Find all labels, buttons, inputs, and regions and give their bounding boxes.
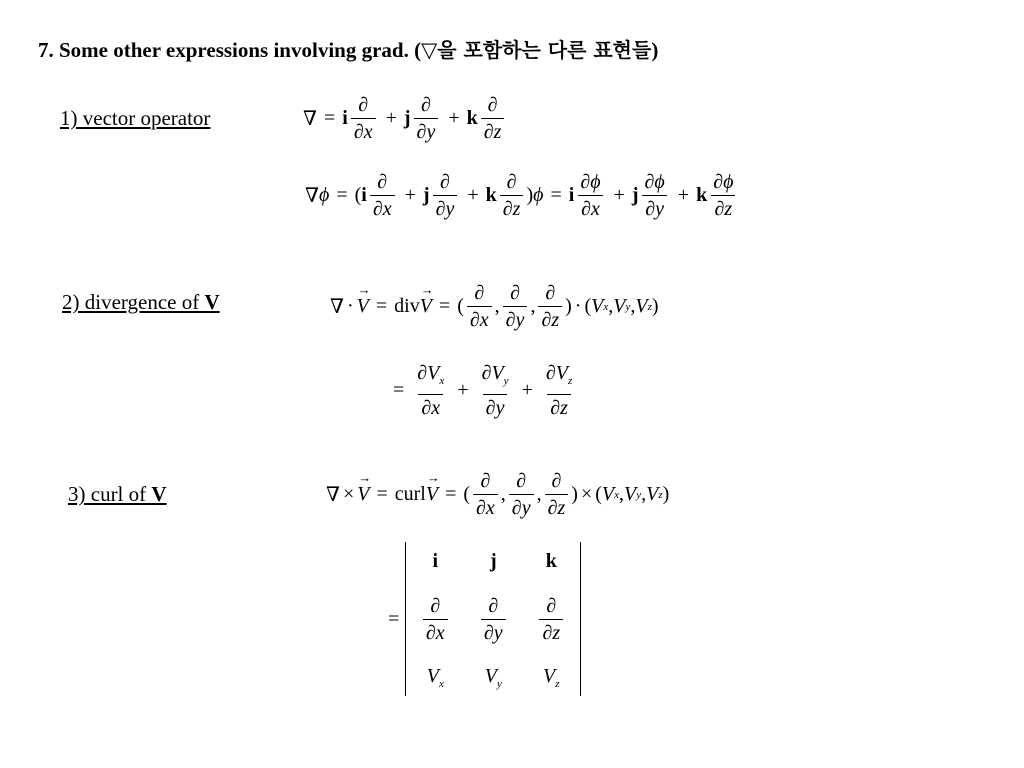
section-label-vector-operator: 1) vector operator (60, 106, 211, 130)
slide-title (38, 34, 658, 63)
nabla-symbol: ∇ (303, 108, 317, 130)
equation-gradient-phi: ∇ ϕ = ( i $\frac{\partial}{\partial x}$ + j $\frac{\partial}{\partial y}$ + k $\frac{\partial}{\partial z}$ ) ϕ = i $\frac{\partial\phi}{\partial x}$ + j $\frac{\partial\phi}{\partial y}$ + k $\frac{\partial\phi}{\partial z}$ (305, 171, 734, 220)
equation-curl-definition: ∇ × → V = curl → V = ( $\frac{\partial}{\partial x}$ , $\frac{\partial}{\partial y}$ , $\frac{\partial}{\partial z}$ ) × ( V x , V y , V z ) (326, 470, 669, 519)
equals-sign: = (323, 107, 336, 129)
unit-vector-i: i (342, 107, 348, 129)
title-nabla-symbol: ▽ (421, 38, 438, 62)
section-label-curl: 3) curl of V (68, 482, 167, 506)
unit-vector-k: k (466, 107, 478, 129)
section-label-divergence: 2) divergence of V (62, 290, 220, 314)
plus-sign: + (385, 107, 397, 129)
equation-divergence-definition: ∇ · → V = div → V = ( $\frac{\partial}{\partial x}$ , $\frac{\partial}{\partial y}$ , $\frac{\partial}{\partial z}$ ) · ( V x , V y , V z ) (330, 282, 659, 331)
title-text: 7. Some other expressions involving grad. ( (38, 38, 422, 62)
equation-curl-determinant: = i j k $\frac{\partial}{\partial x}$ $\frac{\partial}{\partial y}$ $\frac{\partial}{\partial z}$ $V_x$ $V_y$ $V_z$ (388, 542, 581, 696)
title-close-paren: ) (651, 38, 659, 62)
partial-x-fraction: $\frac{\partial}{\partial x}$ (351, 94, 376, 143)
equation-nabla-operator (303, 94, 507, 143)
partial-y-fraction: $\frac{\partial}{\partial y}$ (414, 94, 439, 143)
plus-sign: + (448, 107, 460, 129)
determinant-matrix: i j k $\frac{\partial}{\partial x}$ $\frac{\partial}{\partial y}$ $\frac{\partial}{\partial z}$ $V_x$ $V_y$ $V_z$ (405, 542, 581, 696)
unit-vector-j: j (403, 107, 411, 129)
equation-divergence-expanded: = $\frac{\partial V_x}{\partial x}$ + $\frac{\partial V_y}{\partial y}$ + $\frac{\partial V_z}{\partial z}$ (393, 362, 573, 419)
title-korean-text: 을 포함하는 다른 표현들 (437, 38, 652, 62)
partial-z-fraction: $\frac{\partial}{\partial z}$ (481, 94, 505, 143)
